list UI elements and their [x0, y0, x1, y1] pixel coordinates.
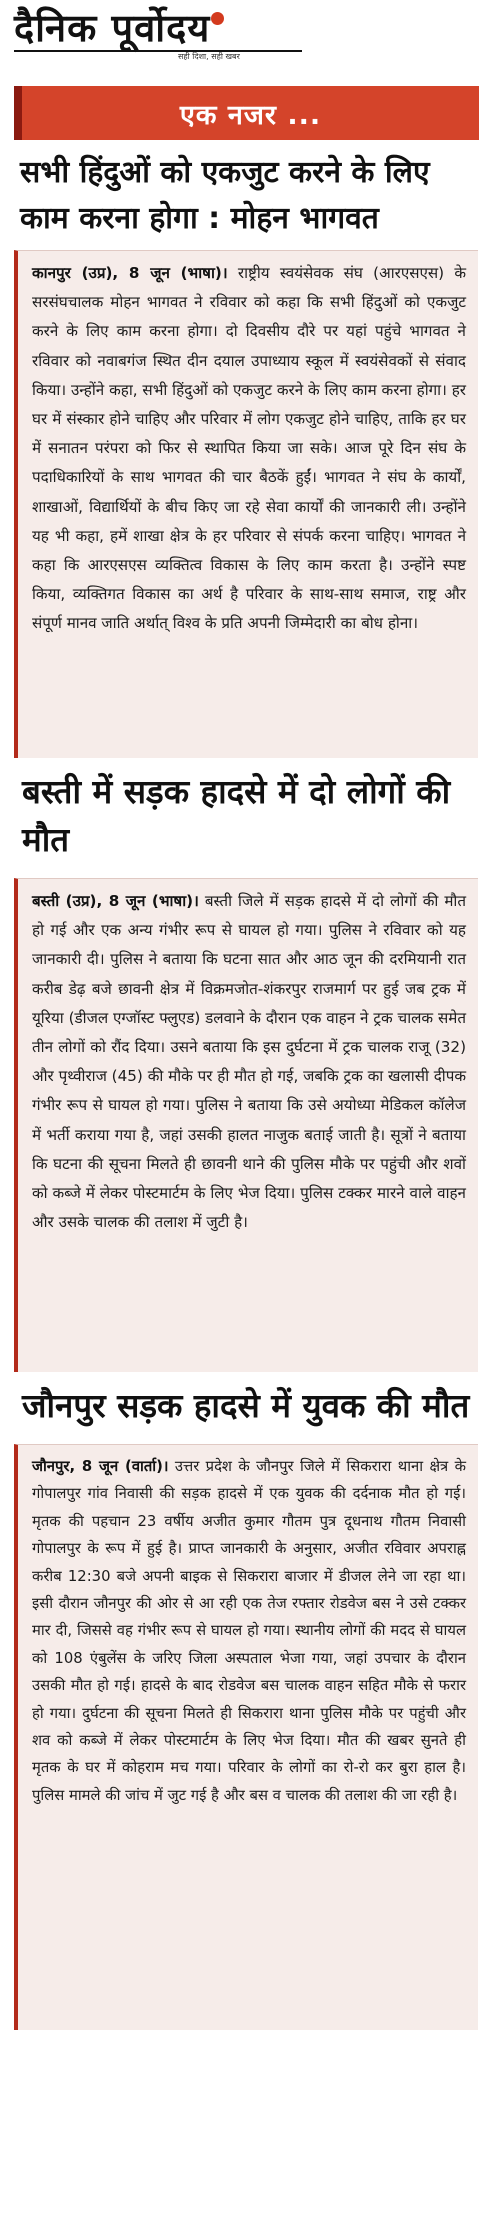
- story-headline: सभी हिंदुओं को एकजुट करने के लिए काम करना होगा : मोहन भागवत: [20, 155, 430, 236]
- masthead-rule: [14, 50, 302, 52]
- brand-tagline: सही दिशा, सही खबर: [178, 52, 240, 61]
- story-headline: बस्ती में सड़क हादसे में दो लोगों की मौत: [22, 772, 451, 859]
- story-body-box: [14, 878, 478, 1372]
- section-banner-title: एक नजर ...: [179, 99, 322, 131]
- story-headline: जौनपुर सड़क हादसे में युवक की मौत: [22, 1386, 470, 1425]
- story-text: राष्ट्रीय स्वयंसेवक संघ (आरएसएस) के सरसंघचालक मोहन भागवत ने रविवार को कहा कि सभी हिंदुओं को एकजुट करने के लिए काम करना होगा। दो दिवसीय दौरे पर यहां पहुंचे भागवत ने रविवार को नवाबगंज स्थित दीन दयाल उपाध्याय स्कूल में स्वयंसेवकों से संवाद किया। उन्होंने कहा, सभी हिंदुओं को एकजुट करने के लिए काम करना होगा। हर घर में संस्कार होने चाहिए और परिवार में लोग एकजुट होने चाहिए, ताकि हर घर में सनातन परंपरा को फिर से स्थापित किया जा सके। आज पूरे दिन संघ के पदाधिकारियों के साथ भागवत की चार बैठकें हुईं। भागवत ने संघ के कार्यों, शाखाओं, विद्यार्थियों के बीच किए जा रहे सेवा कार्यों की जानकारी ली। उन्होंने यह भी कहा, हमें शाखा क्षेत्र के हर परिवार से संपर्क करना चाहिए। भागवत ने कहा कि आरएसएस व्यक्तित्व विकास के लिए काम करता है। उन्होंने स्पष्ट किया, व्यक्तिगत विकास का अर्थ है परिवार के साथ-साथ समाज, राष्ट्र और संपूर्ण मानव जाति अर्थात् विश्व के प्रति अपनी जिम्मेदारी का बोध होना।: [32, 264, 467, 633]
- brand-dot-icon: [211, 12, 224, 25]
- section-banner: [14, 86, 479, 140]
- story-body: [32, 259, 466, 639]
- story-dateline: कानपुर (उप्र), 8 जून (भाषा)।: [32, 264, 228, 282]
- story-dateline: बस्ती (उप्र), 8 जून (भाषा)।: [32, 892, 199, 910]
- story-body-box: [14, 1444, 478, 2030]
- brand-name: दैनिक पूर्वोदय: [14, 5, 211, 50]
- story-body-box: [14, 250, 478, 758]
- story-text: उत्तर प्रदेश के जौनपुर जिले में सिकरारा थाना क्षेत्र के गोपालपुर गांव निवासी की सड़क हादसे में एक युवक की दर्दनाक मौत हो गई। मृतक की पहचान 23 वर्षीय अजीत कुमार गौतम पुत्र दूधनाथ गौतम निवासी गोपालपुर के रूप में हुई है। प्राप्त जानकारी के अनुसार, अजीत रविवार अपराह्न करीब 12:30 बजे अपनी बाइक से सिकरारा बाजार में डीजल लेने जा रहा था। इसी दौरान जौनपुर की ओर से आ रही एक तेज रफ्तार रोडवेज बस ने उसे टक्कर मार दी, जिससे वह गंभीर रूप से घायल हो गया। स्थानीय लोगों की मदद से घायल को 108 एंबुलेंस के जरिए जिला अस्पताल भेजा गया, जहां उपचार के दौरान उसकी मौत हो गई। हादसे के बाद रोडवेज बस चालक वाहन सहित मौके से फरार हो गया। दुर्घटना की सूचना मिलते ही सिकरारा थाना पुलिस मौके पर पहुंची और शव को कब्जे में लेकर पोस्टमार्टम के लिए भेज दिया। मौत की खबर सुनते ही मृतक के घर में कोहराम मच गया। परिवार के लोगों का रो-रो कर बुरा हाल है। पुलिस मामले की जांच में जुट गई है और बस व चालक की तलाश की जा रही है।: [32, 1458, 466, 1804]
- story-text: बस्ती जिले में सड़क हादसे में दो लोगों की मौत हो गई और एक अन्य गंभीर रूप से घायल हो गया। पुलिस ने रविवार को यह जानकारी दी। पुलिस ने बताया कि घटना सात और आठ जून की दरमियानी रात करीब डेढ़ बजे छावनी क्षेत्र में विक्रमजोत-शंकरपुर राजमार्ग पर हुई जब ट्रक में यूरिया (डीजल एग्जॉस्ट फ्लुएड) डलवाने के दौरान एक वाहन ने ट्रक चालक समेत तीन लोगों को रौंद दिया। उसने बताया कि इस दुर्घटना में ट्रक चालक राजू (32) और पृथ्वीराज (45) की मौके पर ही मौत हो गई, जबकि ट्रक का खलासी दीपक गंभीर रूप से घायल हो गया। पुलिस ने बताया कि उसे अयोध्या मेडिकल कॉलेज में भर्ती कराया गया है, जहां उसकी हालत नाजुक बताई जाती है। सूत्रों ने बताया कि घटना की सूचना मिलते ही छावनी थाने की पुलिस मौके पर पहुंची और शवों को कब्जे में लेकर पोस्टमार्टम के लिए भेज दिया। पुलिस टक्कर मारने वाले वाहन और उसके चालक की तलाश में जुटी है।: [32, 892, 467, 1232]
- brand-logo: [14, 6, 482, 50]
- story-body: [32, 887, 466, 1237]
- story-dateline: जौनपुर, 8 जून (वार्ता)।: [32, 1458, 169, 1475]
- story-jaunpur: [14, 1372, 478, 2030]
- masthead: [0, 0, 492, 72]
- story-bhagwat: [14, 140, 478, 758]
- story-body: [32, 1453, 466, 1809]
- story-basti: [14, 758, 478, 1372]
